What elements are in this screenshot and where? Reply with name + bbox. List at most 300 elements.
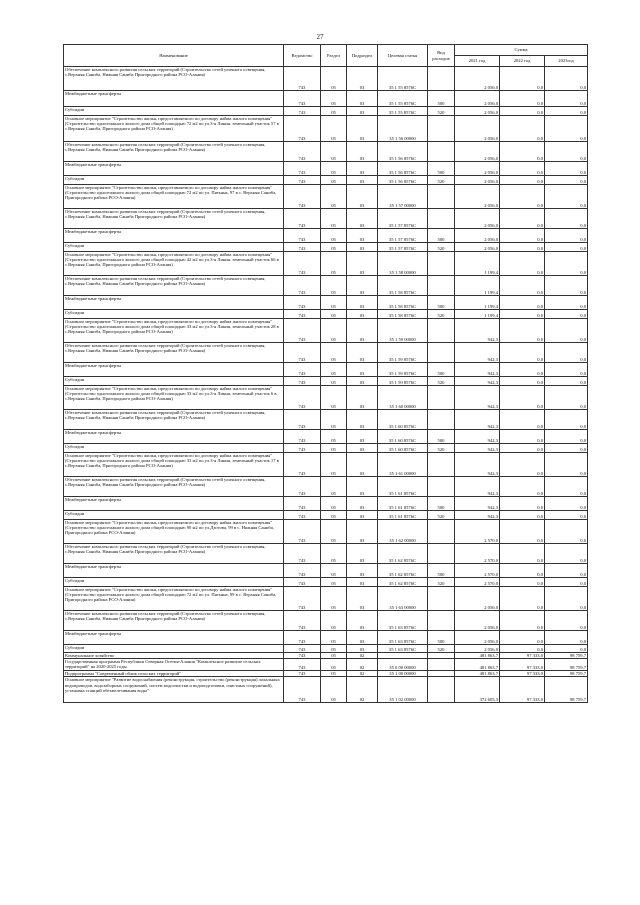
row-target: 35 1 60 8576С <box>378 430 428 444</box>
row-section: 05 <box>321 511 347 520</box>
row-name: Обеспечение комплексного развития сельских территорий (Строительство сетей уличного освещения, с.Верхняя Санибa, Нижняя Санибa Пригородного района РСО-Алания) <box>64 142 284 162</box>
table-row <box>64 243 588 252</box>
row-dept: 743 <box>284 430 321 444</box>
header-sum: Сумма <box>455 45 588 56</box>
row-name: Субсидии <box>64 310 284 319</box>
row-section: 05 <box>321 544 347 564</box>
row-value-2023: 0,0 <box>545 477 588 497</box>
row-exp-type <box>428 67 455 91</box>
row-exp-type: 520 <box>428 578 455 587</box>
row-dept: 743 <box>284 477 321 497</box>
row-value-2023: 0,0 <box>545 296 588 310</box>
table-row <box>64 430 588 444</box>
row-value-2022: 0,0 <box>500 511 545 520</box>
row-value-2022: 0,0 <box>500 116 545 142</box>
row-dept: 743 <box>284 659 321 671</box>
row-target: 35 1 59 8576С <box>378 363 428 377</box>
row-exp-type <box>428 209 455 229</box>
row-value-2022: 0,0 <box>500 444 545 453</box>
table-row <box>64 363 588 377</box>
row-dept: 743 <box>284 671 321 677</box>
table-row <box>64 511 588 520</box>
row-value-2023: 0,0 <box>545 430 588 444</box>
row-value-2023: 0,0 <box>545 91 588 107</box>
row-value-2022: 97 333,0 <box>500 659 545 671</box>
row-dept: 743 <box>284 386 321 410</box>
row-target: 35 1 60 8576С <box>378 410 428 430</box>
row-target: 35 1 58 8576С <box>378 296 428 310</box>
row-dept: 743 <box>284 176 321 185</box>
row-value-2023: 0,0 <box>545 67 588 91</box>
row-value-2023: 0,0 <box>545 453 588 477</box>
row-section: 05 <box>321 587 347 611</box>
row-subsection: 03 <box>347 243 378 252</box>
row-exp-type <box>428 276 455 296</box>
row-dept: 743 <box>284 587 321 611</box>
row-dept: 743 <box>284 91 321 107</box>
row-exp-type <box>428 677 455 703</box>
row-target: 35 1 56 8576С <box>378 142 428 162</box>
row-name: Обеспечение комплексного развития сельских территорий (Строительство сетей уличного освещения, с.Верхняя Санибa, Нижняя Санибa Пригородного района РСО-Алания) <box>64 67 284 91</box>
row-value-2021: 2 056,0 <box>455 107 500 116</box>
row-value-2023: 98 759,7 <box>545 659 588 671</box>
row-value-2023: 0,0 <box>545 444 588 453</box>
row-value-2021: 481 863,7 <box>455 659 500 671</box>
row-dept: 743 <box>284 162 321 176</box>
row-value-2021: 942,3 <box>455 343 500 363</box>
row-section: 05 <box>321 677 347 703</box>
row-value-2021: 2 056,0 <box>455 91 500 107</box>
row-dept: 743 <box>284 377 321 386</box>
row-section: 05 <box>321 497 347 511</box>
row-value-2021: 942,3 <box>455 410 500 430</box>
row-value-2022: 0,0 <box>500 611 545 631</box>
row-section: 05 <box>321 671 347 677</box>
row-subsection: 02 <box>347 659 378 671</box>
table-row <box>64 611 588 631</box>
row-subsection: 03 <box>347 310 378 319</box>
row-name: Основное мероприятие "Строительство жилья, предоставляемого по договору найма жилого помещения" (Строительство одноэтажного жилого дома общей площадью 42 м2 по ул.3-я Линия, земельный участок 66 в с.Верхняя Санибa, Пригородного района РСО-Алания) <box>64 252 284 276</box>
row-section: 05 <box>321 386 347 410</box>
row-dept: 743 <box>284 343 321 363</box>
row-name: Обеспечение комплексного развития сельских территорий (Строительство сетей уличного освещения, с.Верхняя Санибa, Нижняя Санибa Пригородного района РСО-Алания) <box>64 477 284 497</box>
table-row <box>64 477 588 497</box>
row-name: Субсидии <box>64 578 284 587</box>
row-exp-type <box>428 319 455 343</box>
row-dept: 743 <box>284 645 321 653</box>
table-row <box>64 377 588 386</box>
table-row <box>64 386 588 410</box>
row-value-2022: 0,0 <box>500 229 545 243</box>
row-name: Подпрограмма "Современный облик сельских территорий" <box>64 671 284 677</box>
row-value-2021: 942,3 <box>455 430 500 444</box>
page-number: 27 <box>316 33 324 41</box>
row-exp-type: 520 <box>428 511 455 520</box>
row-value-2023: 0,0 <box>545 176 588 185</box>
row-value-2022: 0,0 <box>500 386 545 410</box>
table-row <box>64 659 588 671</box>
row-section: 05 <box>321 67 347 91</box>
table-row <box>64 116 588 142</box>
row-section: 05 <box>321 659 347 671</box>
row-name: Субсидии <box>64 243 284 252</box>
row-value-2022: 0,0 <box>500 520 545 544</box>
row-dept: 743 <box>284 363 321 377</box>
row-dept: 743 <box>284 611 321 631</box>
row-value-2022: 0,0 <box>500 363 545 377</box>
row-value-2023: 0,0 <box>545 511 588 520</box>
row-subsection: 03 <box>347 296 378 310</box>
row-exp-type <box>428 544 455 564</box>
row-dept: 743 <box>284 520 321 544</box>
row-value-2023: 0,0 <box>545 587 588 611</box>
row-dept: 743 <box>284 142 321 162</box>
header-section: Раздел <box>321 45 347 67</box>
row-dept: 743 <box>284 243 321 252</box>
row-value-2021: 372 605,3 <box>455 677 500 703</box>
row-name: Субсидии <box>64 107 284 116</box>
row-subsection: 02 <box>347 671 378 677</box>
row-value-2022: 0,0 <box>500 430 545 444</box>
row-name: Коммунальное хозяйство <box>64 653 284 659</box>
row-subsection: 03 <box>347 229 378 243</box>
row-exp-type: 520 <box>428 377 455 386</box>
row-value-2022: 0,0 <box>500 564 545 578</box>
row-subsection: 03 <box>347 107 378 116</box>
row-dept: 743 <box>284 310 321 319</box>
row-target: 35 1 58 00000 <box>378 252 428 276</box>
table-row <box>64 410 588 430</box>
row-section: 05 <box>321 91 347 107</box>
row-exp-type: 500 <box>428 229 455 243</box>
row-value-2023: 0,0 <box>545 185 588 209</box>
row-value-2021: 1 199,4 <box>455 276 500 296</box>
row-exp-type: 500 <box>428 91 455 107</box>
row-dept: 743 <box>284 544 321 564</box>
row-target: 35 1 55 8576С <box>378 91 428 107</box>
row-target: 35 1 62 8576С <box>378 544 428 564</box>
row-section: 05 <box>321 107 347 116</box>
row-name: Основное мероприятие "Развитие водоснабжения (реконструкция, строительство (реконструкция) локальных водопроводов, водозаборных сооружений, систем водоочистки и водоподготовки, очистных сооружений), установка станций обезжелезивания воды" <box>64 677 284 703</box>
row-value-2022: 0,0 <box>500 91 545 107</box>
row-value-2022: 0,0 <box>500 631 545 645</box>
row-value-2021: 2 056,0 <box>455 611 500 631</box>
row-dept: 743 <box>284 453 321 477</box>
row-value-2023: 0,0 <box>545 386 588 410</box>
row-dept: 743 <box>284 107 321 116</box>
row-name: Обеспечение комплексного развития сельских территорий (Строительство сетей уличного освещения, с.Верхняя Санибa, Нижняя Санибa Пригородного района РСО-Алания) <box>64 544 284 564</box>
row-section: 05 <box>321 453 347 477</box>
row-exp-type <box>428 611 455 631</box>
row-target: 35 1 57 8576С <box>378 243 428 252</box>
row-subsection: 03 <box>347 142 378 162</box>
row-name: Обеспечение комплексного развития сельских территорий (Строительство сетей уличного освещения, с.Верхняя Санибa, Нижняя Санибa Пригородного района РСО-Алания) <box>64 611 284 631</box>
row-subsection: 03 <box>347 343 378 363</box>
row-section: 05 <box>321 142 347 162</box>
row-name: Обеспечение комплексного развития сельских территорий (Строительство сетей уличного освещения, с.Верхняя Санибa, Нижняя Санибa Пригородного района РСО-Алания) <box>64 276 284 296</box>
row-value-2021: 2 056,0 <box>455 645 500 653</box>
row-subsection: 03 <box>347 587 378 611</box>
row-value-2022: 0,0 <box>500 377 545 386</box>
row-exp-type: 500 <box>428 631 455 645</box>
row-name: Субсидии <box>64 444 284 453</box>
row-dept: 743 <box>284 319 321 343</box>
row-value-2021: 2 056,0 <box>455 587 500 611</box>
row-value-2022: 0,0 <box>500 343 545 363</box>
row-section: 05 <box>321 611 347 631</box>
row-value-2021: 2 056,0 <box>455 209 500 229</box>
row-dept: 743 <box>284 67 321 91</box>
header-name: Наименование <box>64 45 284 67</box>
row-section: 05 <box>321 343 347 363</box>
row-section: 05 <box>321 653 347 659</box>
row-value-2023: 0,0 <box>545 107 588 116</box>
row-target: 35 1 58 8576С <box>378 276 428 296</box>
row-value-2023: 0,0 <box>545 645 588 653</box>
row-name: Государственная программа Республики Северная Осетия-Алания "Комплексное развитие сельских территорий" на 2020-2025 годы <box>64 659 284 671</box>
row-target: 35 1 57 8576С <box>378 209 428 229</box>
row-section: 05 <box>321 176 347 185</box>
row-target: 35 1 62 8576С <box>378 578 428 587</box>
row-name: Обеспечение комплексного развития сельских территорий (Строительство сетей уличного освещения, с.Верхняя Санибa, Нижняя Санибa Пригородного района РСО-Алания) <box>64 209 284 229</box>
row-dept: 743 <box>284 185 321 209</box>
row-target: 35 1 00 00000 <box>378 671 428 677</box>
row-value-2021: 942,3 <box>455 453 500 477</box>
row-value-2022: 0,0 <box>500 276 545 296</box>
row-value-2023: 98 759,7 <box>545 677 588 703</box>
row-value-2021: 2 056,0 <box>455 229 500 243</box>
row-name: Межбюджетные трансферты <box>64 363 284 377</box>
row-value-2022: 0,0 <box>500 162 545 176</box>
row-value-2023: 0,0 <box>545 377 588 386</box>
table-row <box>64 142 588 162</box>
row-value-2022: 0,0 <box>500 319 545 343</box>
row-dept: 743 <box>284 296 321 310</box>
row-name: Межбюджетные трансферты <box>64 91 284 107</box>
row-name: Межбюджетные трансферты <box>64 497 284 511</box>
row-value-2023: 0,0 <box>545 631 588 645</box>
row-dept: 743 <box>284 497 321 511</box>
row-value-2022: 97 333,0 <box>500 653 545 659</box>
row-value-2023: 0,0 <box>545 142 588 162</box>
row-value-2022: 0,0 <box>500 477 545 497</box>
row-name: Межбюджетные трансферты <box>64 162 284 176</box>
row-section: 05 <box>321 430 347 444</box>
row-target: 35 1 56 8576С <box>378 176 428 185</box>
row-value-2021: 942,3 <box>455 363 500 377</box>
row-section: 05 <box>321 229 347 243</box>
row-value-2023: 0,0 <box>545 252 588 276</box>
row-value-2022: 0,0 <box>500 453 545 477</box>
row-value-2022: 0,0 <box>500 67 545 91</box>
row-value-2023: 0,0 <box>545 544 588 564</box>
row-subsection: 03 <box>347 209 378 229</box>
row-target: 35 1 56 00000 <box>378 116 428 142</box>
row-value-2023: 0,0 <box>545 319 588 343</box>
row-section: 05 <box>321 564 347 578</box>
row-value-2022: 0,0 <box>500 252 545 276</box>
header-subsection: Подраздел <box>347 45 378 67</box>
row-exp-type: 500 <box>428 497 455 511</box>
row-subsection: 03 <box>347 453 378 477</box>
row-target: 35 1 61 8576С <box>378 477 428 497</box>
table-row <box>64 343 588 363</box>
table-row <box>64 176 588 185</box>
row-exp-type <box>428 252 455 276</box>
row-value-2021: 2 056,0 <box>455 631 500 645</box>
row-target: 35 1 62 00000 <box>378 520 428 544</box>
row-value-2022: 0,0 <box>500 209 545 229</box>
row-value-2021: 1 199,4 <box>455 252 500 276</box>
row-target: 35 1 60 00000 <box>378 386 428 410</box>
row-subsection: 03 <box>347 410 378 430</box>
row-target: 35 1 63 8576С <box>378 645 428 653</box>
row-exp-type <box>428 453 455 477</box>
row-value-2022: 0,0 <box>500 142 545 162</box>
row-name: Основное мероприятие "Строительство жилья, предоставляемого по договору найма жилого помещения" (Строительство одноэтажного жилого дома общей площадью 33 м2 по ул.3-я Линия, земельный участок 28 в с.Верхняя Санибa, Пригородного района РСО-Алания) <box>64 319 284 343</box>
row-value-2023: 0,0 <box>545 497 588 511</box>
row-value-2022: 0,0 <box>500 107 545 116</box>
row-subsection: 03 <box>347 116 378 142</box>
table-row <box>64 544 588 564</box>
row-subsection: 02 <box>347 653 378 659</box>
row-name: Основное мероприятие "Строительство жилья, предоставляемого по договору найма жилого помещения" (Строительство одноэтажного жилого дома общей площадью 72 м2 по ул.3-я Линия, земельный участок 57 в с.Верхняя Санибa, Пригородного района РСО-Алания) <box>64 116 284 142</box>
row-name: Основное мероприятие "Строительство жилья, предоставляемого по договору найма жилого помещения" (Строительство одноэтажного жилого дома общей площадью 33 м2 по ул.3-я Линия, земельный участок 6 в с.Верхняя Санибa, Пригородного района РСО-Алания) <box>64 386 284 410</box>
row-value-2021: 942,3 <box>455 511 500 520</box>
row-name: Межбюджетные трансферты <box>64 564 284 578</box>
row-exp-type <box>428 343 455 363</box>
row-exp-type: 500 <box>428 162 455 176</box>
row-value-2022: 0,0 <box>500 410 545 430</box>
row-exp-type <box>428 386 455 410</box>
row-dept: 743 <box>284 578 321 587</box>
table-row <box>64 91 588 107</box>
row-value-2021: 942,3 <box>455 319 500 343</box>
row-value-2021: 2 056,0 <box>455 162 500 176</box>
row-dept: 743 <box>284 276 321 296</box>
row-section: 05 <box>321 252 347 276</box>
row-exp-type: 520 <box>428 176 455 185</box>
row-value-2021: 942,3 <box>455 477 500 497</box>
table-row <box>64 252 588 276</box>
row-name: Основное мероприятие "Строительство жилья, предоставляемого по договору найма жилого помещения" (Строительство одноэтажного жилого дома общей площадью 33 м2 по ул.3-я Линия, земельный участок 17 в с.Верхняя Санибa, Пригородного района РСО-Алания) <box>64 453 284 477</box>
row-dept: 743 <box>284 252 321 276</box>
row-value-2023: 0,0 <box>545 209 588 229</box>
row-value-2022: 0,0 <box>500 176 545 185</box>
table-row <box>64 677 588 703</box>
row-section: 05 <box>321 162 347 176</box>
row-value-2023: 0,0 <box>545 520 588 544</box>
row-value-2022: 0,0 <box>500 587 545 611</box>
row-exp-type <box>428 410 455 430</box>
row-section: 05 <box>321 296 347 310</box>
row-section: 05 <box>321 116 347 142</box>
row-target: 35 1 63 8576С <box>378 631 428 645</box>
row-exp-type: 520 <box>428 310 455 319</box>
row-target: 35 1 59 8576С <box>378 343 428 363</box>
row-name: Межбюджетные трансферты <box>64 229 284 243</box>
row-section: 05 <box>321 209 347 229</box>
table-row <box>64 162 588 176</box>
table-row <box>64 520 588 544</box>
table-row <box>64 631 588 645</box>
row-subsection: 03 <box>347 645 378 653</box>
row-exp-type <box>428 477 455 497</box>
row-subsection: 03 <box>347 477 378 497</box>
table-row <box>64 645 588 653</box>
row-name: Субсидии <box>64 377 284 386</box>
row-value-2022: 0,0 <box>500 544 545 564</box>
table-row <box>64 497 588 511</box>
row-value-2021: 2 056,0 <box>455 142 500 162</box>
row-name: Субсидии <box>64 511 284 520</box>
table-row <box>64 67 588 91</box>
row-target: 35 1 57 00000 <box>378 185 428 209</box>
row-target: 35 0 00 00000 <box>378 659 428 671</box>
row-name: Обеспечение комплексного развития сельских территорий (Строительство сетей уличного освещения, с.Верхняя Санибa, Нижняя Санибa Пригородного района РСО-Алания) <box>64 343 284 363</box>
row-dept: 743 <box>284 229 321 243</box>
row-value-2023: 0,0 <box>545 363 588 377</box>
table-body <box>64 67 588 703</box>
row-target: 35 1 55 8576С <box>378 107 428 116</box>
row-subsection: 03 <box>347 578 378 587</box>
row-value-2022: 0,0 <box>500 296 545 310</box>
row-subsection: 03 <box>347 611 378 631</box>
row-dept: 743 <box>284 631 321 645</box>
row-value-2021: 2 570,0 <box>455 520 500 544</box>
row-section: 05 <box>321 185 347 209</box>
row-subsection: 02 <box>347 677 378 703</box>
row-name: Основное мероприятие "Строительство жилья, предоставляемого по договору найма жилого помещения" (Строительство одноэтажного жилого дома общей площадью 90 м2 по ул.Дзотова, 99 в с. Нижняя Санибa, Пригородного района РСО-Алания) <box>64 520 284 544</box>
row-value-2023: 0,0 <box>545 276 588 296</box>
row-section: 05 <box>321 444 347 453</box>
row-section: 05 <box>321 578 347 587</box>
table-header-row <box>64 45 588 56</box>
row-subsection: 03 <box>347 631 378 645</box>
row-dept: 743 <box>284 511 321 520</box>
row-name: Межбюджетные трансферты <box>64 631 284 645</box>
header-2021: 2021 год <box>455 56 500 67</box>
row-value-2021: 2 056,0 <box>455 185 500 209</box>
table-row <box>64 319 588 343</box>
row-section: 05 <box>321 377 347 386</box>
row-name: Межбюджетные трансферты <box>64 430 284 444</box>
row-value-2023: 0,0 <box>545 116 588 142</box>
row-section: 05 <box>321 243 347 252</box>
row-exp-type <box>428 185 455 209</box>
row-subsection: 03 <box>347 564 378 578</box>
row-value-2021: 481 863,7 <box>455 671 500 677</box>
table-row <box>64 453 588 477</box>
row-exp-type: 520 <box>428 107 455 116</box>
row-value-2023: 0,0 <box>545 564 588 578</box>
table-row <box>64 587 588 611</box>
row-section: 05 <box>321 310 347 319</box>
budget-table <box>63 44 588 703</box>
row-name: Межбюджетные трансферты <box>64 296 284 310</box>
row-dept: 743 <box>284 677 321 703</box>
row-value-2021: 2 056,0 <box>455 243 500 252</box>
row-subsection: 03 <box>347 276 378 296</box>
header-exp-type: Вид расходов <box>428 45 455 67</box>
row-value-2021: 481 863,7 <box>455 653 500 659</box>
row-exp-type: 500 <box>428 564 455 578</box>
row-section: 05 <box>321 520 347 544</box>
row-section: 05 <box>321 631 347 645</box>
row-value-2021: 2 570,0 <box>455 544 500 564</box>
table-row <box>64 209 588 229</box>
row-dept: 743 <box>284 564 321 578</box>
